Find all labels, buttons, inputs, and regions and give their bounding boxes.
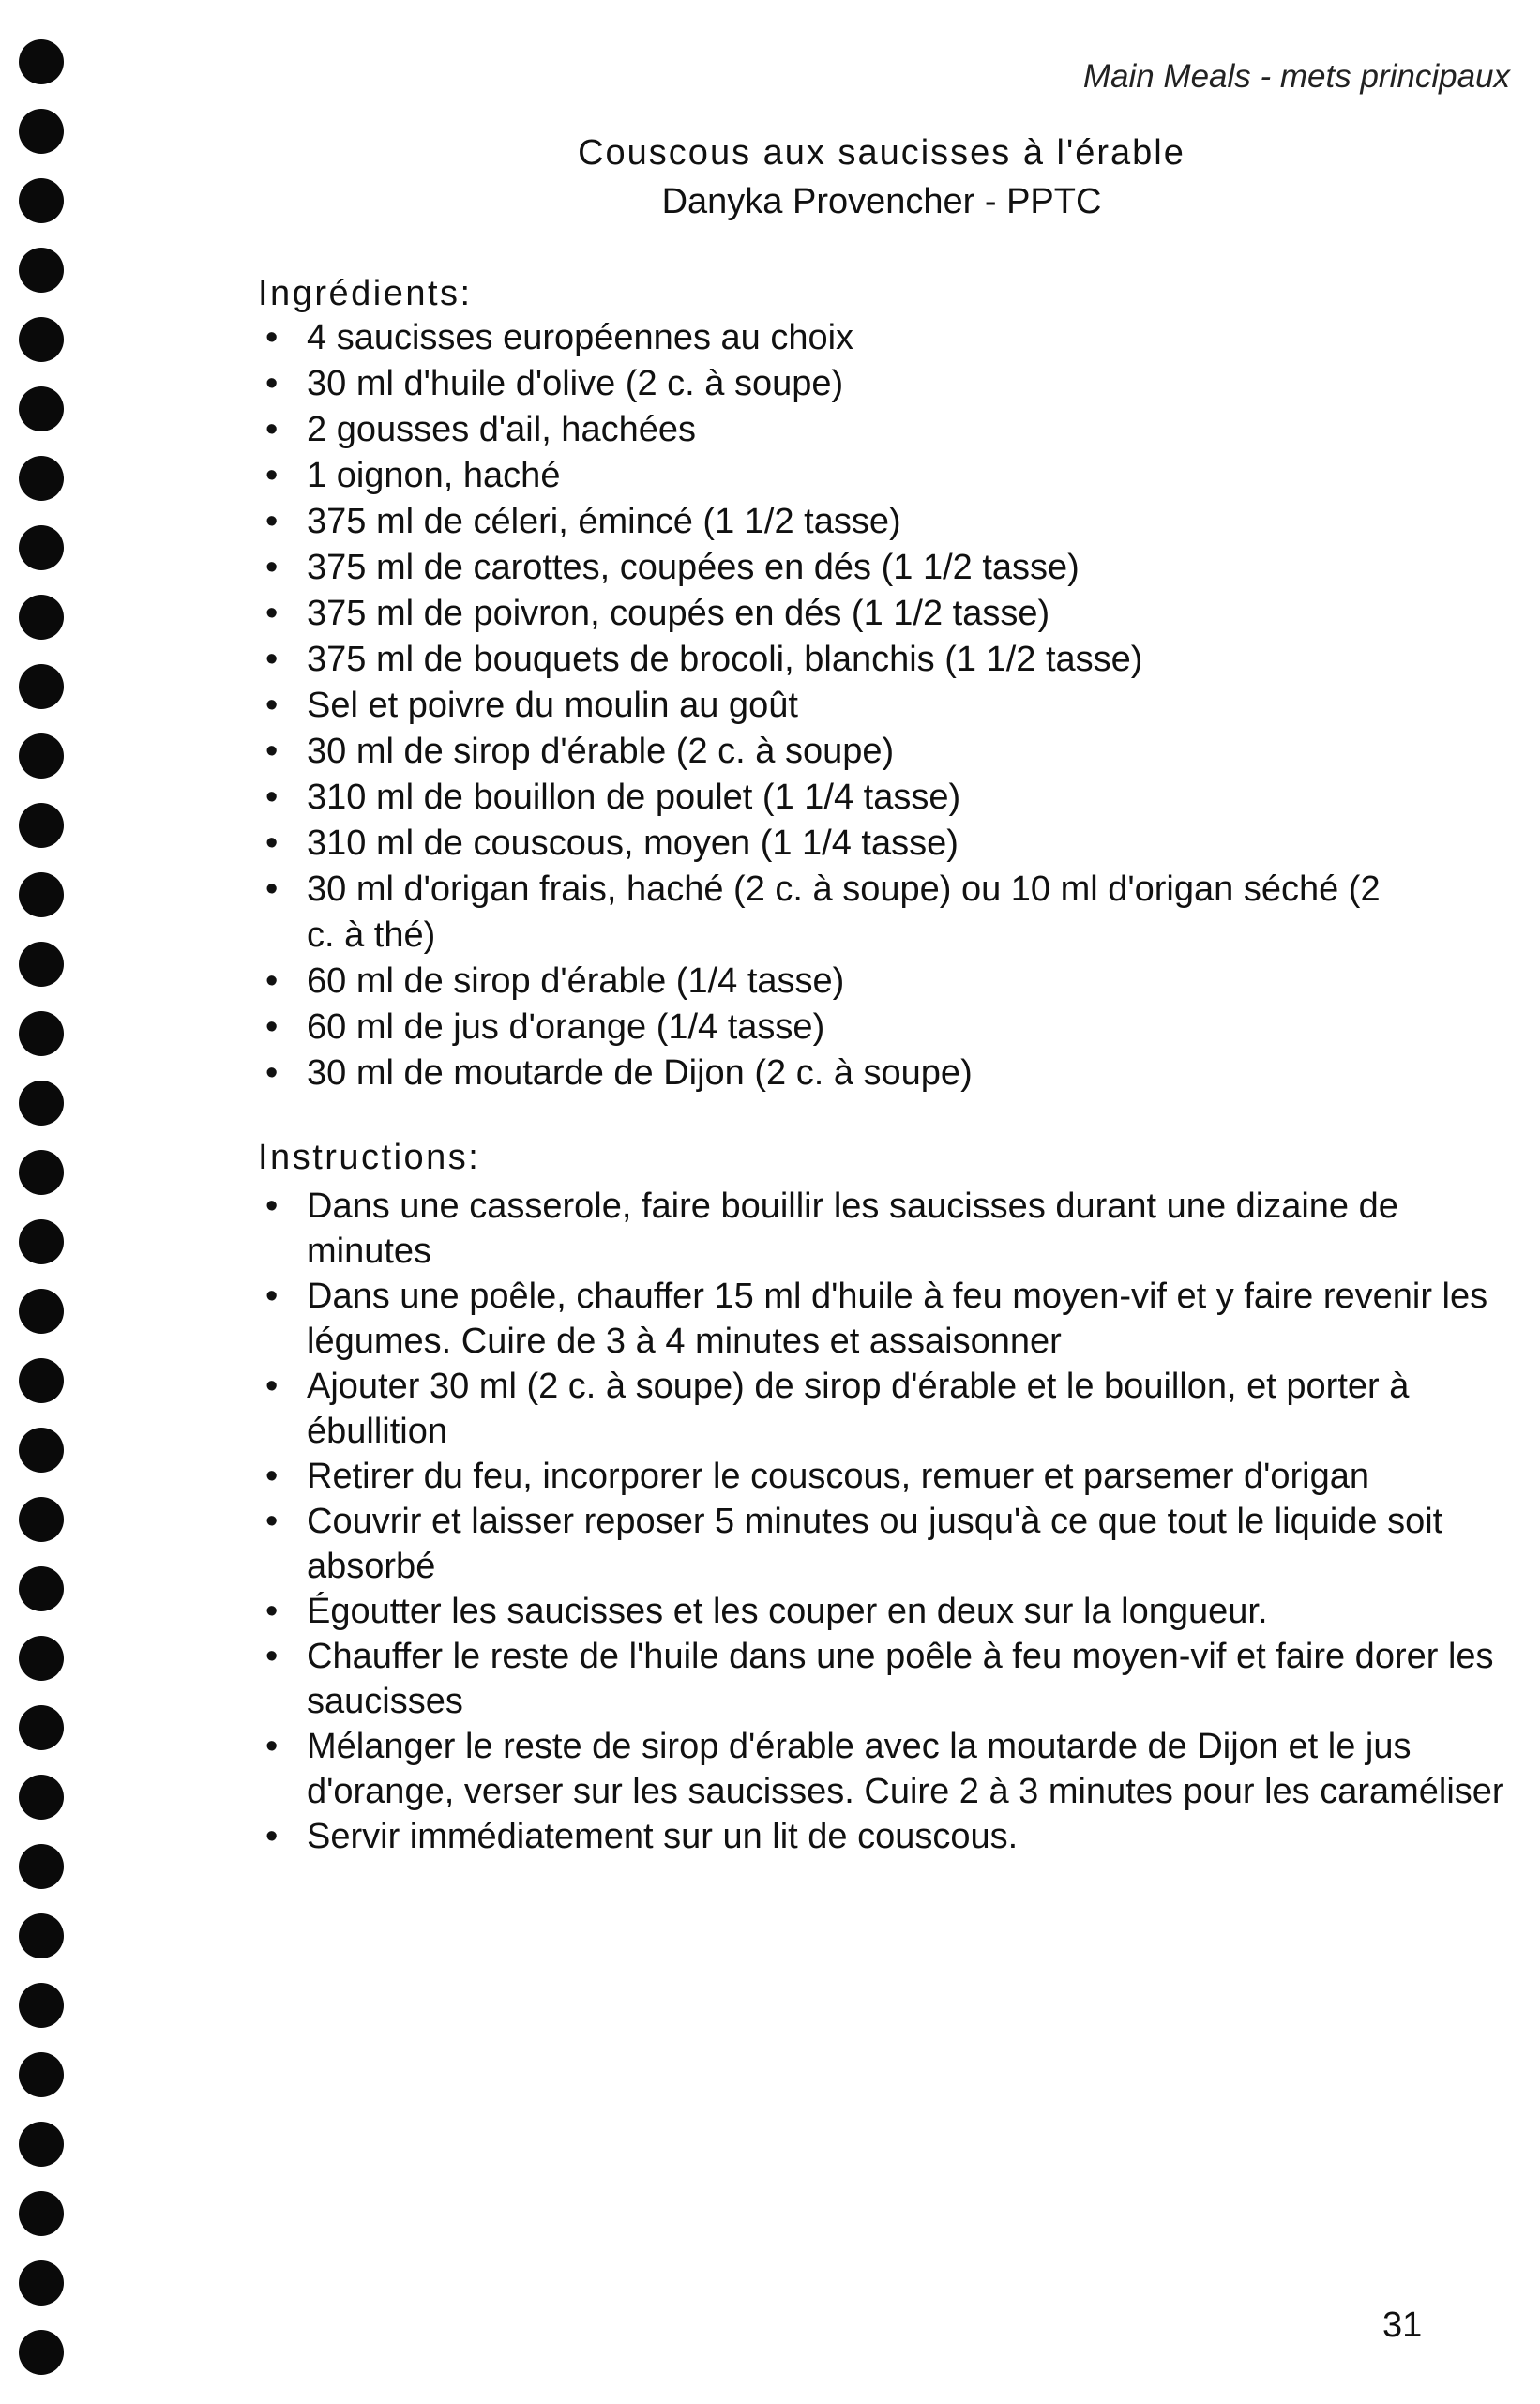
- binding-hole: [19, 2330, 64, 2375]
- recipe-title: Couscous aux saucisses à l'érable: [578, 133, 1185, 173]
- instruction-step: • Égoutter les saucisses et les couper en deux sur la longueur.: [258, 1589, 1505, 1634]
- ingredient-item: • 30 ml d'origan frais, haché (2 c. à soupe) ou 10 ml d'origan séché (2: [258, 867, 1381, 913]
- instruction-step: • Ajouter 30 ml (2 c. à soupe) de sirop d'érable et le bouillon, et porter à ébullition: [258, 1364, 1505, 1454]
- ingredient-item: • 375 ml de bouquets de brocoli, blanchis (1 1/2 tasse): [258, 637, 1381, 683]
- binding-hole: [19, 1011, 64, 1056]
- recipe-author: Danyka Provencher - PPTC: [661, 182, 1102, 221]
- ingredient-item: • 310 ml de couscous, moyen (1 1/4 tasse): [258, 821, 1381, 867]
- binding-hole: [19, 2122, 64, 2167]
- binding-hole: [19, 2191, 64, 2236]
- binding-hole: [19, 248, 64, 293]
- binding-hole: [19, 1081, 64, 1126]
- instruction-step: • Dans une casserole, faire bouillir les saucisses durant une dizaine de minutes: [258, 1184, 1505, 1274]
- ingredients-heading: Ingrédients:: [258, 274, 473, 313]
- binding-hole: [19, 456, 64, 501]
- binding-hole: [19, 2052, 64, 2097]
- page-number: 31: [1382, 2306, 1423, 2345]
- instruction-step: • Servir immédiatement sur un lit de couscous.: [258, 1814, 1505, 1859]
- ingredient-item: • 310 ml de bouillon de poulet (1 1/4 tasse): [258, 775, 1381, 821]
- ingredient-item: • 4 saucisses européennes au choix: [258, 315, 1381, 361]
- binding-hole: [19, 1636, 64, 1681]
- instruction-step: • Couvrir et laisser reposer 5 minutes ou jusqu'à ce que tout le liquide soit absorbé: [258, 1499, 1505, 1589]
- binding-hole: [19, 39, 64, 84]
- binding-hole: [19, 178, 64, 223]
- binding-hole: [19, 317, 64, 362]
- binding-hole: [19, 1566, 64, 1611]
- binding-hole: [19, 803, 64, 848]
- ingredient-item: • 30 ml de moutarde de Dijon (2 c. à soupe): [258, 1051, 1381, 1096]
- binding-hole: [19, 386, 64, 431]
- binding-hole: [19, 1705, 64, 1750]
- binding-hole: [19, 664, 64, 709]
- ingredient-item: • 375 ml de carottes, coupées en dés (1 1/2 tasse): [258, 545, 1381, 591]
- binding-hole: [19, 109, 64, 154]
- ingredient-item: • 30 ml de sirop d'érable (2 c. à soupe): [258, 729, 1381, 775]
- binding-hole: [19, 1844, 64, 1889]
- section-header: Main Meals - mets principaux: [1082, 58, 1510, 95]
- ingredient-item: • Sel et poivre du moulin au goût: [258, 683, 1381, 729]
- ingredient-item: • 375 ml de poivron, coupés en dés (1 1/2 tasse): [258, 591, 1381, 637]
- instruction-step: • Dans une poêle, chauffer 15 ml d'huile à feu moyen-vif et y faire revenir les légumes. Cuire de 3 à 4 minutes et assaisonner: [258, 1274, 1505, 1364]
- binding-hole: [19, 1428, 64, 1473]
- binding-hole: [19, 1497, 64, 1542]
- ingredient-item-continued: [258, 913, 1381, 959]
- binding-hole: [19, 872, 64, 917]
- instruction-step: • Chauffer le reste de l'huile dans une poêle à feu moyen-vif et faire dorer les saucisses: [258, 1634, 1505, 1724]
- binding-hole: [19, 595, 64, 640]
- ingredient-item: • 2 gousses d'ail, hachées: [258, 407, 1381, 453]
- binding-hole: [19, 1219, 64, 1264]
- ingredient-continuation-text: c. à thé): [307, 915, 436, 955]
- binding-hole: [19, 942, 64, 987]
- ingredient-item: • 30 ml d'huile d'olive (2 c. à soupe): [258, 361, 1381, 407]
- binding-hole: [19, 1775, 64, 1820]
- binding-hole: [19, 1983, 64, 2028]
- instruction-step: • Retirer du feu, incorporer le couscous, remuer et parsemer d'origan: [258, 1454, 1505, 1499]
- binding-hole: [19, 733, 64, 779]
- spiral-binding: [8, 39, 73, 2384]
- ingredient-item: • 1 oignon, haché: [258, 453, 1381, 499]
- ingredients-list: [258, 315, 1381, 1096]
- instruction-step: • Mélanger le reste de sirop d'érable avec la moutarde de Dijon et le jus d'orange, verser sur les saucisses. Cuire 2 à 3 minutes pour les caraméliser: [258, 1724, 1505, 1814]
- binding-hole: [19, 2260, 64, 2306]
- binding-hole: [19, 525, 64, 570]
- binding-hole: [19, 1358, 64, 1403]
- binding-hole: [19, 1150, 64, 1195]
- binding-hole: [19, 1913, 64, 1958]
- ingredient-item: • 60 ml de jus d'orange (1/4 tasse): [258, 1005, 1381, 1051]
- instructions-heading: Instructions:: [258, 1138, 481, 1177]
- binding-hole: [19, 1289, 64, 1334]
- ingredient-item: • 60 ml de sirop d'érable (1/4 tasse): [258, 959, 1381, 1005]
- instructions-list: [258, 1184, 1505, 1859]
- ingredient-item: • 375 ml de céleri, émincé (1 1/2 tasse): [258, 499, 1381, 545]
